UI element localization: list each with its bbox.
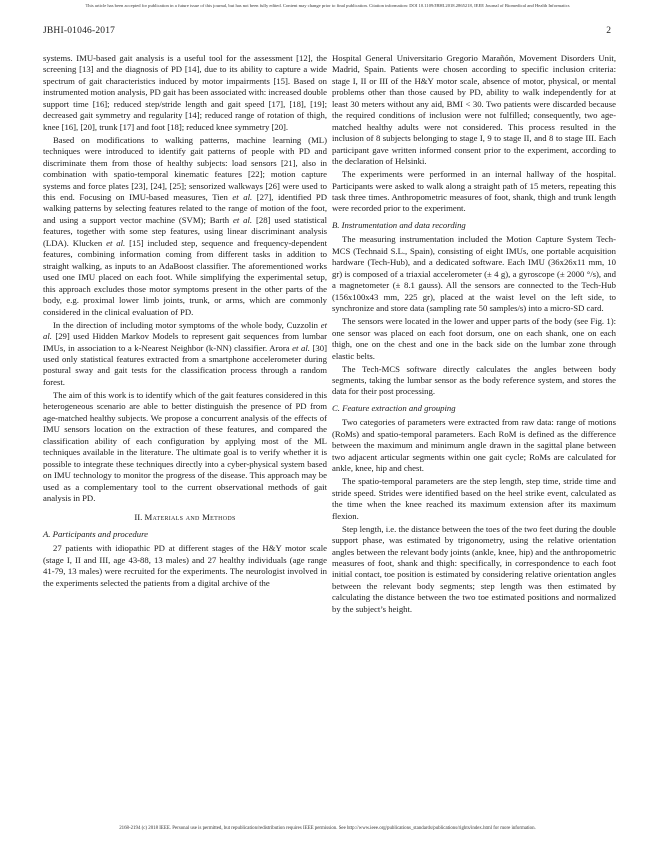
paragraph: Step length, i.e. the distance between the toes of the two feet during the double support phase, was estimated by trigonometry, using the relative orientation angles between the relevant body joints (ankle, knee, hip) and the anthropometric measures of foot, shank and thigh: specifically, in correspondence to each foot initial contact, toe position is estimated by considering relative orientation angles between the relevant body segments; step length was then estimated by calculating the distance between the two toe estimated positions and normalized by the subject’s height. [332,523,616,614]
page-number: 2 [606,26,611,36]
citation-etal: et al. [232,192,253,203]
paragraph: 27 patients with idiopathic PD at different stages of the H&Y motor scale (stage I, II and III, age 43-88, 13 males) and 27 healthy individuals (age range 41-79, 13 males) were recruited for the experiments. The neurologist involved in the experiments selected the patients from a digital archive of the [43,543,327,588]
paragraph: The sensors were located in the lower and upper parts of the body (see Fig. 1): one sensor was placed on each foot dorsum, one on each shank, one on each thigh, one on the chest and one in the back side on the lumbar zone through elastic belts. [332,316,616,361]
left-column [43,53,327,591]
paragraph: The Tech-MCS software directly calculates the angles between body segments, taking the lumbar sensor as the body reference system, and stores the data for their post processing. [332,363,616,397]
text-run: [27], identified PD walking patterns by selecting features related to the range of motion of the foot, and using a support vector machine (SVM); Barth [43,192,327,225]
text-run: [28] used statistical features, together with some step features, using linear discriminant analysis (LDA). Klucken [43,214,327,248]
section-title: Materials and Methods [144,512,236,523]
text-run: [30] used only statistical features extracted from a smartphone accelerometer during postural sway and gait tests for the classification process through a random forest. [43,342,327,387]
paragraph: The experiments were performed in an internal hallway of the hospital. Participants were asked to walk along a straight path of 15 meters, repeating this task three times. Anthropometric measures of foot, shank, thigh and trunk length were recorded prior to the experiment. [332,169,616,214]
paragraph: Hospital General Universitario Gregorio Marañón, Movement Disorders Unit, Madrid, Spain. Patients were chosen according to specific inclusion criteria: stage I, II or III of the H&Y motor scale, absence of motor, physical, or mental problems other than those caused by PD, ability to walk independently for at least 30 meters without any aid, BMI < 30. Two patients were discarded because the required conditions of inclusion were not fulfilled; consequently, two age-matched healthy adults were not considered. This process resulted in the inclusion of 8 subjects belonging to stage I, 9 to stage II, and 8 to stage III. Each participant gave written informed consent prior to the experiment, according to the declaration of Helsinki. [332,53,616,167]
publication-notice: This article has been accepted for publication in a future issue of this journal, but has not been fully edited. Content may change prior to final publication. Citation information: DOI 10.1109/JBHI.2018.2865218, IEEE Journal of Biomedical and Health Informatics [85,3,570,8]
paragraph: The aim of this work is to identify which of the gait features considered in this heterogeneous scenario are able to better distinguish the presence of PD from age-matched healthy subjects. We propose a concurrent analysis of the effects of IMU sensors location on the extraction of these features, and compared the classification ability of each configuration by applying most of the ML techniques available in the literature. The ultimate goal is to verify whether it is possible to integrate these techniques directly into a cyber-physical system based on IMU technology to monitor the progress of the disease. This approach may be used as a complementary tool to the current observational methods of gait analysis in PD. [43,389,327,503]
subsection-heading: A. Participants and procedure [43,528,149,539]
text-run: In the direction of including motor symptoms of the whole body, Cuzzolin [53,319,321,330]
citation-etal: et al. [292,342,310,353]
text-run: [15] included step, sequence and frequency-dependent features, combining information coming from different tasks in addition to straight walking, as inputs to an AdaBoost classifier. The aforementioned works used one IMU placed on each foot. While simplifying the experimental setup, this approach excludes those motor symptoms present in the other parts of the body, e.g. proximal lower limb joints, trunk, or arms, which are commonly considered in the clinical evaluation of PD. [43,237,327,317]
section-number: II. [134,512,145,523]
article-id: JBHI-01046-2017 [43,26,116,36]
paragraph: Two categories of parameters were extracted from raw data: range of motions (RoMs) and spatio-temporal parameters. Each RoM is defined as the difference between the maximum and minimum angle drawn in the sagittal plane between two adjacent articular segments within one gait cycle; RoMs are calculated for ankle, knee, hip and chest. [332,417,616,474]
paragraph [43,135,327,318]
paragraph [43,320,327,389]
subsection-heading: C. Feature extraction and grouping [332,402,456,413]
paragraph: The spatio-temporal parameters are the step length, step time, stride time and stride speed. Strides were identified based on the heel strike event, calculated as the time when the knee reached its maximum extension after its maximum flexion. [332,476,616,521]
section-heading [43,512,327,523]
text-run: [29] used Hidden Markov Models to represent gait sequences from lumbar IMUs, in association to a k-Nearest Neighbor (k-NN) classifier. Arora [43,331,327,353]
citation-etal: et al. [106,237,126,248]
subsection-heading: B. Instrumentation and data recording [332,219,466,230]
copyright-footer: 2168-2194 (c) 2018 IEEE. Personal use is permitted, but republication/redistribution requires IEEE permission. See http://www.ieee.org/publications_standards/publications/rights/index.html for more information. [119,826,536,831]
right-column [332,53,616,617]
paragraph: systems. IMU-based gait analysis is a useful tool for the assessment [12], the screening [13] and the diagnosis of PD [14], due to its ability to capture a wide spectrum of gait characteristics induced by motor impairments [15]. Based on instrumented motion analysis, PD gait has been associated with: increased double support time [16]; reduced step/stride length and gait speed [17], [18], [19]; decreased gait symmetry and regularity [14]; reduced range of rotation of thigh, knee [16], [20], trunk [17] and foot [18]; reduced knee symmetry [20]. [43,53,327,132]
text-run: Based on modifications to walking patterns, machine learning (ML) techniques were introduced to identify gait patterns of people with PD and discriminate them from those of healthy subjects: load sensors [21], also in combination with spatio-temporal kinematic features [22]; motion capture systems and force plates [23], [24], [25]; sensorized walkways [26] were used to this end. Focusing on IMU-based measures, Tien [43,134,327,203]
paragraph: The measuring instrumentation included the Motion Capture System Tech-MCS (Technaid S.L., Spain), consisting of eight IMUs, one portable acquisition hardware (Tech-Hub), and a dedicated software. Each IMU (36x26x11 mm, 10 gr) is composed of a triaxial accelerometer (± 4 g), a gyroscope (± 2000 °/s), and a magnetometer (± 8.1 gauss). All the sensors are connected to the Tech-Hub (156x100x43 mm, 225 gr), placed at the waist level on the left side, to synchronize and store data (sampling rate 50 samples/s) into a micro-SD card. [332,234,616,314]
citation-etal: et al. [232,214,253,225]
citation-etal: et al. [43,319,327,342]
